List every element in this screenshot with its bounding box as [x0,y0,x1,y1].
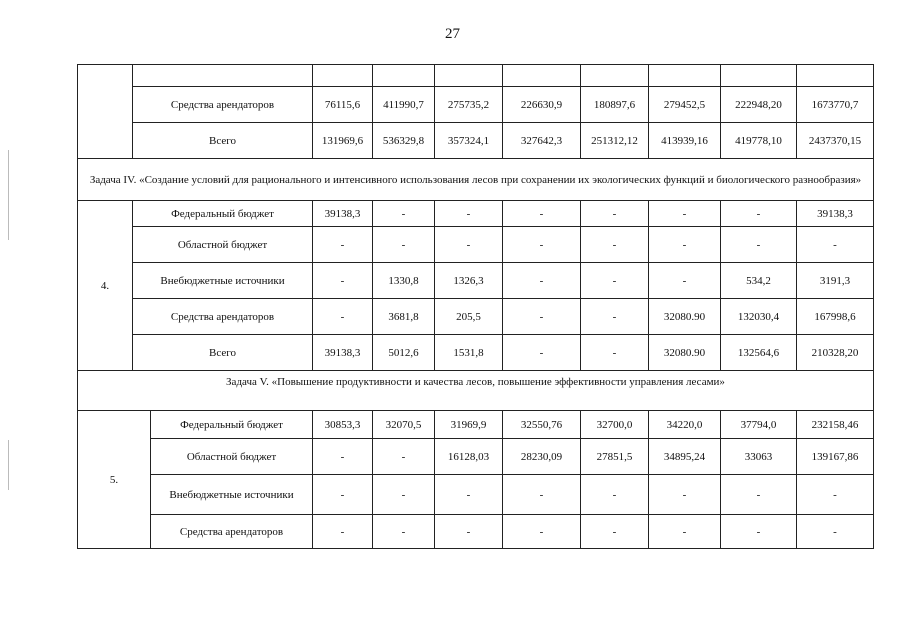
value-cell: - [373,475,435,515]
value-cell: 34220,0 [649,411,721,439]
value-cell: 2437370,15 [797,123,874,159]
value-cell: 27851,5 [581,439,649,475]
value-cell: 1326,3 [435,263,503,299]
value-cell: 28230,09 [503,439,581,475]
value-cell: 1330,8 [373,263,435,299]
table-row [78,411,874,439]
table-row [78,335,874,371]
scan-margin-mark [8,440,9,490]
value-cell: 32080.90 [649,335,721,371]
empty-cell [581,65,649,87]
table-row [78,87,874,123]
value-cell: 357324,1 [435,123,503,159]
task-number: 5. [78,411,151,549]
value-cell: - [581,227,649,263]
task-title: Задача IV. «Создание условий для рационального и интенсивного использования лесов при сохранении их экологических функций и биологического разнообразия» [78,159,874,201]
value-cell: 167998,6 [797,299,874,335]
task-title-row [78,159,874,201]
value-cell: 222948,20 [721,87,797,123]
budget-table [77,64,874,549]
table-row [78,515,874,549]
value-cell: - [581,201,649,227]
row-label: Внебюджетные источники [151,475,313,515]
value-cell: 180897,6 [581,87,649,123]
row-label: Всего [133,123,313,159]
table-row [78,263,874,299]
row-label: Средства арендаторов [151,515,313,549]
task-title: Задача V. «Повышение продуктивности и качества лесов, повышение эффективности управления лесами» [78,371,874,411]
table-row [78,65,874,87]
value-cell: - [373,439,435,475]
empty-cell [373,65,435,87]
value-cell: 205,5 [435,299,503,335]
value-cell: - [435,227,503,263]
value-cell: 31969,9 [435,411,503,439]
empty-cell [721,65,797,87]
value-cell: 413939,16 [649,123,721,159]
row-label: Областной бюджет [133,227,313,263]
value-cell: - [797,475,874,515]
row-label: Всего [133,335,313,371]
value-cell: - [313,515,373,549]
value-cell: - [649,201,721,227]
empty-cell [503,65,581,87]
value-cell: - [503,263,581,299]
value-cell: 76115,6 [313,87,373,123]
table-row [78,299,874,335]
value-cell: 411990,7 [373,87,435,123]
value-cell: - [503,335,581,371]
value-cell: 39138,3 [797,201,874,227]
value-cell: - [721,475,797,515]
value-cell: - [649,515,721,549]
value-cell: - [721,515,797,549]
value-cell: - [313,439,373,475]
value-cell: - [503,227,581,263]
value-cell: - [797,227,874,263]
value-cell: 3681,8 [373,299,435,335]
value-cell: - [503,201,581,227]
page-number: 27 [445,26,460,42]
empty-cell [649,65,721,87]
value-cell: - [581,515,649,549]
value-cell: - [313,227,373,263]
value-cell: - [435,475,503,515]
row-label: Средства арендаторов [133,299,313,335]
value-cell: - [581,335,649,371]
value-cell: 210328,20 [797,335,874,371]
value-cell: - [313,263,373,299]
value-cell: 39138,3 [313,201,373,227]
empty-cell [435,65,503,87]
value-cell: - [581,263,649,299]
value-cell: 534,2 [721,263,797,299]
value-cell: 275735,2 [435,87,503,123]
value-cell: 139167,86 [797,439,874,475]
value-cell: 232158,46 [797,411,874,439]
empty-cell [133,65,313,87]
value-cell: - [373,227,435,263]
value-cell: 32080.90 [649,299,721,335]
value-cell: - [435,201,503,227]
value-cell: 39138,3 [313,335,373,371]
value-cell: - [503,475,581,515]
value-cell: - [721,201,797,227]
value-cell: - [313,299,373,335]
value-cell: 327642,3 [503,123,581,159]
value-cell: 1673770,7 [797,87,874,123]
value-cell: 1531,8 [435,335,503,371]
value-cell: - [581,299,649,335]
value-cell: 16128,03 [435,439,503,475]
value-cell: 32070,5 [373,411,435,439]
value-cell: 226630,9 [503,87,581,123]
value-cell: 536329,8 [373,123,435,159]
value-cell: 251312,12 [581,123,649,159]
value-cell: 3191,3 [797,263,874,299]
row-label: Федеральный бюджет [151,411,313,439]
value-cell: 33063 [721,439,797,475]
value-cell: - [373,201,435,227]
value-cell: 34895,24 [649,439,721,475]
row-label: Средства арендаторов [133,87,313,123]
value-cell: - [721,227,797,263]
value-cell: 5012,6 [373,335,435,371]
value-cell: 32550,76 [503,411,581,439]
row-label: Внебюджетные источники [133,263,313,299]
value-cell: - [503,515,581,549]
value-cell: - [313,475,373,515]
row-label: Федеральный бюджет [133,201,313,227]
table-row [78,439,874,475]
value-cell: 37794,0 [721,411,797,439]
value-cell: - [797,515,874,549]
task-title-row [78,371,874,411]
task-number: 4. [78,201,133,371]
value-cell: - [373,515,435,549]
value-cell: - [649,227,721,263]
prev-number-cell [78,65,133,159]
table-row [78,123,874,159]
value-cell: - [435,515,503,549]
value-cell: 131969,6 [313,123,373,159]
value-cell: - [649,263,721,299]
scan-margin-mark [8,150,9,240]
value-cell: 132030,4 [721,299,797,335]
table-row [78,475,874,515]
table-row [78,227,874,263]
value-cell: - [503,299,581,335]
row-label: Областной бюджет [151,439,313,475]
table-row [78,201,874,227]
value-cell: 132564,6 [721,335,797,371]
value-cell: - [649,475,721,515]
value-cell: 32700,0 [581,411,649,439]
empty-cell [313,65,373,87]
value-cell: 419778,10 [721,123,797,159]
value-cell: - [581,475,649,515]
value-cell: 279452,5 [649,87,721,123]
value-cell: 30853,3 [313,411,373,439]
empty-cell [797,65,874,87]
